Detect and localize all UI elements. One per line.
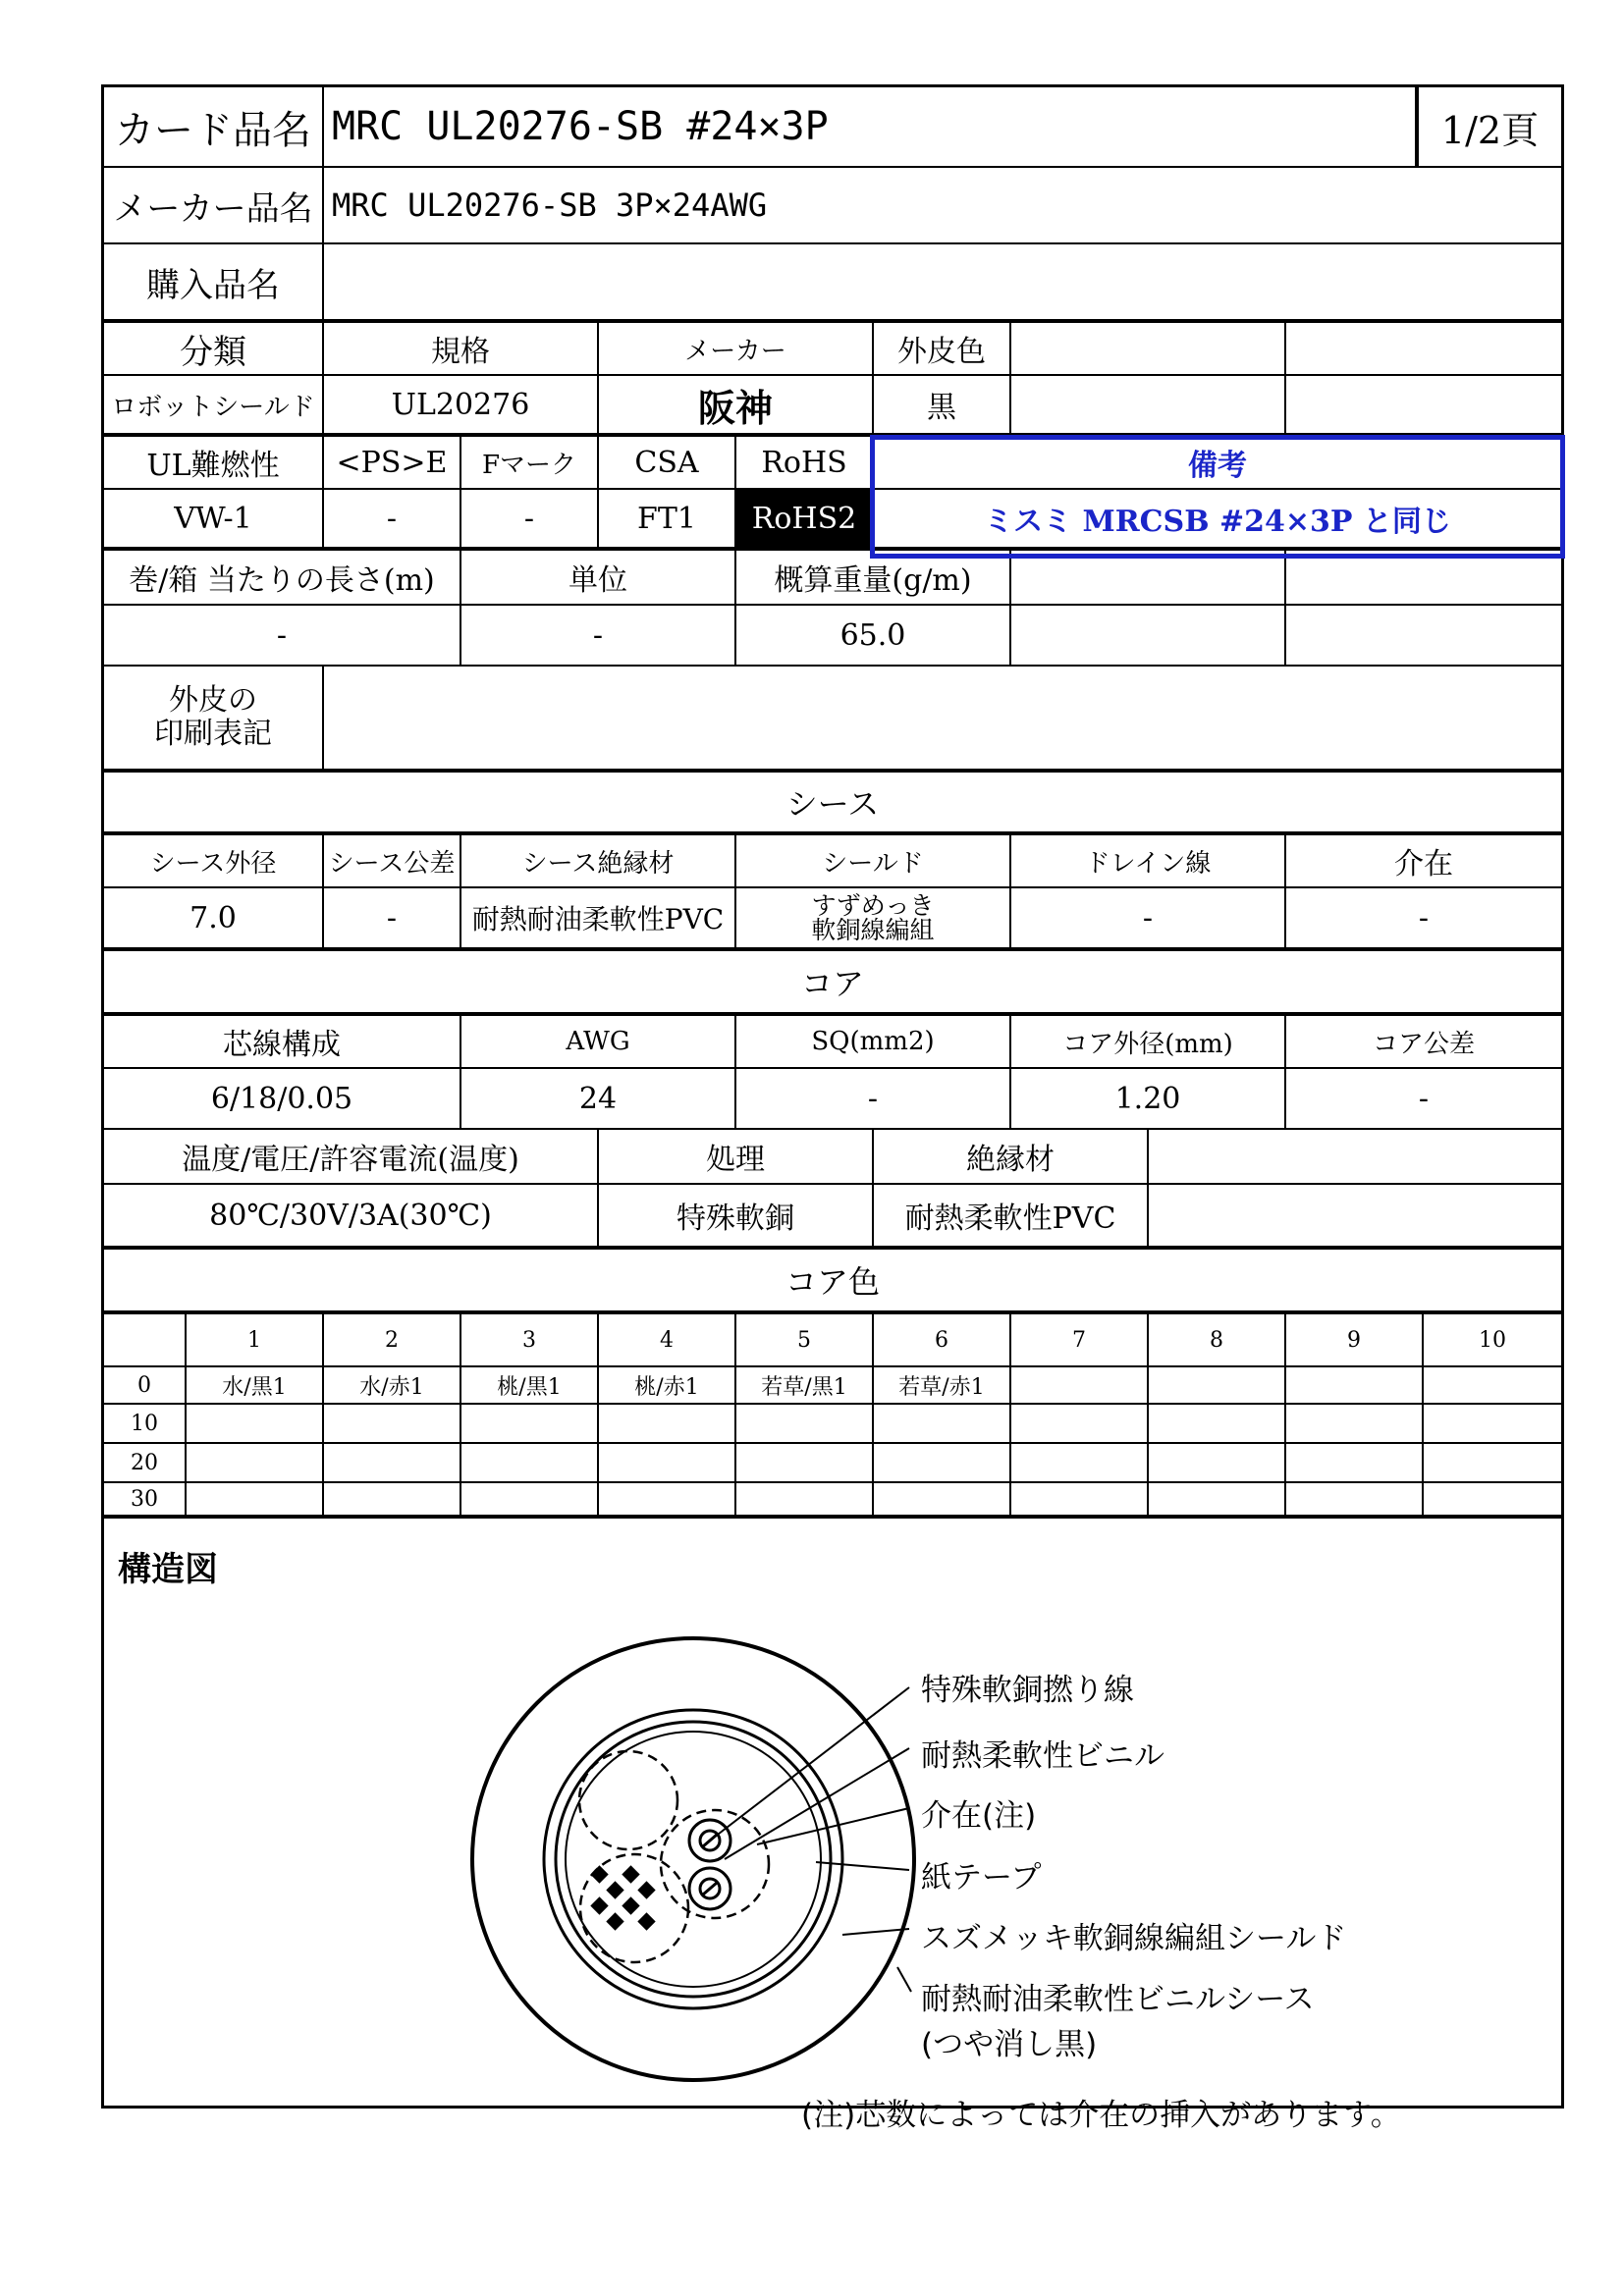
maker-value: 阪神 (599, 376, 874, 433)
structure-title: 構造図 (118, 1550, 218, 1589)
shield-value (736, 888, 1011, 947)
print-row (104, 667, 1561, 773)
checker-square (622, 1865, 639, 1883)
label-filler: 介在(注) (921, 1798, 1037, 1834)
color-cell (1011, 1483, 1149, 1515)
color-cell (1149, 1405, 1286, 1442)
awg-header: AWG (461, 1016, 736, 1067)
color-cell (1424, 1444, 1561, 1481)
checker-square (606, 1912, 623, 1930)
color-col-header: 5 (736, 1314, 874, 1365)
sq-value: - (736, 1069, 1011, 1128)
insulation-header: 絶縁材 (874, 1130, 1149, 1183)
color-cell (187, 1483, 324, 1515)
core-tol-value: - (1418, 1081, 1430, 1116)
blank-cell (1286, 606, 1561, 665)
ul-flame-value: VW-1 (104, 490, 324, 547)
color-cell (461, 1405, 599, 1442)
color-col-header: 7 (1011, 1314, 1149, 1365)
checker-square (590, 1896, 608, 1914)
color-cell (1424, 1367, 1561, 1403)
checker-square (637, 1912, 655, 1930)
card-name-label: カード品名 (104, 87, 324, 166)
rohs-value: RoHS2 (736, 490, 874, 547)
color-title: コア色 (785, 1263, 880, 1301)
sheath-od-value: 7.0 (104, 888, 324, 947)
core-title-row (104, 951, 1561, 1016)
drain-header: ドレイン線 (1011, 835, 1286, 886)
blank-cell (1286, 376, 1561, 433)
cert-value-row (104, 490, 1561, 551)
color-title-row (104, 1250, 1561, 1314)
weight-value: 65.0 (736, 606, 1011, 665)
blank-cell (1286, 551, 1561, 604)
awg-value: 24 (461, 1069, 736, 1128)
color-cell (599, 1405, 736, 1442)
color-row (104, 1367, 1561, 1405)
maker-part: MRC UL20276-SB 3P×24AWG (332, 187, 768, 224)
length-value-row (104, 606, 1561, 667)
weight-label: 概算重量(g/m) (736, 551, 1011, 604)
checker-square (637, 1881, 655, 1898)
color-cell (599, 1444, 736, 1481)
unit-value: - (461, 606, 736, 665)
class-value-row (104, 376, 1561, 437)
print-label-line-1: 外皮の (169, 682, 257, 718)
core-od-header: コア外径(mm) (1011, 1016, 1286, 1067)
csa-header: CSA (599, 437, 736, 488)
shield-value-line-1: すずめっき (811, 891, 935, 920)
purchase-row (104, 244, 1561, 323)
leader-line (725, 1748, 909, 1859)
leader-line (897, 1967, 911, 1992)
color-cell (1286, 1483, 1424, 1515)
maker-part-row (104, 168, 1561, 244)
color-cell (874, 1483, 1011, 1515)
color-cell (1011, 1367, 1149, 1403)
f-mark-header: Fマーク (461, 437, 599, 488)
tape-ring-inner (566, 1732, 821, 1987)
class-header: 分類 (104, 323, 324, 374)
strand-header: 芯線構成 (104, 1016, 461, 1067)
color-cell: 水/赤1 (324, 1367, 461, 1403)
color-col-header: 6 (874, 1314, 1011, 1365)
unit-label: 単位 (461, 551, 736, 604)
color-cell (1149, 1444, 1286, 1481)
maker-part-label: メーカー品名 (104, 168, 324, 242)
color-value: 黒 (874, 376, 1011, 433)
standard-value: UL20276 (324, 376, 599, 433)
color-cell (324, 1405, 461, 1442)
sheath-ring (472, 1638, 914, 2080)
color-cell (1286, 1367, 1424, 1403)
page-number: 1/2頁 (1417, 87, 1561, 166)
length-value: - (104, 606, 461, 665)
pse-value: - (324, 490, 461, 547)
label-insulation: 耐熱柔軟性ビニル (921, 1738, 1164, 1774)
card-name-row (104, 87, 1561, 168)
csa-value: FT1 (599, 490, 736, 547)
filler-value: - (1418, 900, 1430, 935)
color-cell (736, 1483, 874, 1515)
blank-cell (1286, 323, 1561, 374)
twisted-pair-checker (590, 1865, 655, 1930)
label-shield: スズメッキ軟銅線編組シールド (921, 1921, 1347, 1956)
sheath-od-header: シース外径 (104, 835, 324, 886)
core-title: コア (800, 965, 864, 1002)
f-mark-value: - (461, 490, 599, 547)
color-col-header: 1 (187, 1314, 324, 1365)
color-cell (187, 1444, 324, 1481)
checker-square (606, 1881, 623, 1898)
footnote: (注)芯数によっては介在の挿入があります。 (801, 2098, 1401, 2133)
core-tol-header: コア公差 (1372, 1029, 1475, 1059)
label-sheath: 耐熱耐油柔軟性ビニルシース (921, 1982, 1315, 2017)
color-cell (187, 1405, 324, 1442)
blank-cell (1011, 376, 1286, 433)
print-label-line-2: 印刷表記 (154, 717, 272, 751)
temp-value-row (104, 1185, 1561, 1250)
color-cell (461, 1444, 599, 1481)
treatment-value: 特殊軟銅 (599, 1185, 874, 1246)
leader-line (710, 1687, 909, 1841)
color-cell (324, 1483, 461, 1515)
remark-label: 備考 (1188, 449, 1247, 483)
class-header-row (104, 323, 1561, 376)
ul-flame-header: UL難燃性 (104, 437, 324, 488)
color-cell (1286, 1444, 1424, 1481)
shield-ring (544, 1710, 842, 2008)
color-cell (461, 1483, 599, 1515)
blank-cell (1011, 606, 1286, 665)
label-conductor: 特殊軟銅撚り線 (921, 1673, 1134, 1708)
color-col-header: 10 (1479, 1327, 1506, 1353)
pse-header: <PS>E (324, 437, 461, 488)
label-sheath-note: (つや消し黒) (921, 2027, 1098, 2062)
color-cell (736, 1405, 874, 1442)
color-cell: 桃/黒1 (461, 1367, 599, 1403)
card-name: MRC UL20276-SB #24×3P (324, 87, 1417, 166)
standard-header: 規格 (324, 323, 599, 374)
label-paper-tape: 紙テープ (921, 1860, 1042, 1896)
sheath-header-row (104, 835, 1561, 888)
core-value-row (104, 1069, 1561, 1130)
insulation-value: 耐熱柔軟性PVC (874, 1185, 1149, 1246)
color-cell (736, 1444, 874, 1481)
maker-header: メーカー (599, 323, 874, 374)
temp-value: 80℃/30V/3A(30℃) (104, 1185, 599, 1246)
print-value (324, 667, 1561, 769)
sheath-tol-value: - (324, 888, 461, 947)
color-row-index: 10 (104, 1405, 187, 1442)
color-cell (1424, 1405, 1561, 1442)
sheath-tol-header: シース公差 (324, 835, 461, 886)
color-row (104, 1444, 1561, 1483)
color-header: 外皮色 (874, 323, 1011, 374)
color-row-index: 0 (104, 1367, 187, 1403)
core-header-row (104, 1016, 1561, 1069)
sheath-insulation-value: 耐熱耐油柔軟性PVC (461, 888, 736, 947)
color-cell (1149, 1483, 1286, 1515)
color-row (104, 1405, 1561, 1444)
color-cell (599, 1483, 736, 1515)
sheath-title: シース (785, 785, 880, 823)
drain-value: - (1011, 888, 1286, 947)
print-label (104, 667, 324, 769)
purchase-name (324, 244, 1561, 319)
color-col-header: 9 (1286, 1314, 1424, 1365)
cable-cross-section (104, 1530, 1561, 2108)
checker-square (590, 1865, 608, 1883)
shield-header: シールド (736, 835, 1011, 886)
temp-header: 温度/電圧/許容電流(温度) (104, 1130, 599, 1183)
sheath-title-row (104, 773, 1561, 835)
color-row (104, 1483, 1561, 1519)
cert-header-row (104, 437, 1561, 490)
shield-value-line-2: 軟銅線編組 (811, 916, 935, 944)
color-col-header-row (104, 1314, 1561, 1367)
length-label: 巻/箱 当たりの長さ(m) (104, 551, 461, 604)
color-cell: 水/黒1 (187, 1367, 324, 1403)
color-cell: 桃/赤1 (599, 1367, 736, 1403)
color-cell (1011, 1444, 1149, 1481)
purchase-name-label: 購入品名 (104, 244, 324, 319)
temp-header-row (104, 1130, 1561, 1185)
color-cell: 若草/赤1 (874, 1367, 1011, 1403)
filler-header: 介在 (1394, 847, 1453, 881)
color-col-header: 4 (599, 1314, 736, 1365)
treatment-header: 処理 (599, 1130, 874, 1183)
core-od-value: 1.20 (1011, 1069, 1286, 1128)
color-cell (874, 1405, 1011, 1442)
color-row-index: 20 (104, 1444, 187, 1481)
remark-value: ミスミ MRCSB #24×3P と同じ (984, 505, 1451, 539)
color-cell (1011, 1405, 1149, 1442)
color-cell (1286, 1405, 1424, 1442)
color-cell: 若草/黒1 (736, 1367, 874, 1403)
sheath-value-row (104, 888, 1561, 951)
class-value: ロボットシールド (104, 376, 324, 433)
color-corner-cell (104, 1314, 187, 1365)
length-header-row (104, 551, 1561, 606)
color-cell (324, 1444, 461, 1481)
blank-cell (1149, 1130, 1561, 1183)
checker-square (622, 1896, 639, 1914)
rohs-header: RoHS (736, 437, 874, 488)
color-row-index: 30 (104, 1483, 187, 1515)
strand-value: 6/18/0.05 (104, 1069, 461, 1128)
sq-header: SQ(mm2) (736, 1016, 1011, 1067)
color-cell (1424, 1483, 1561, 1515)
spec-sheet (101, 84, 1564, 2133)
filler-circle (579, 1751, 677, 1849)
blank-cell (1011, 551, 1286, 604)
color-cell (1149, 1367, 1286, 1403)
blank-cell (1149, 1185, 1561, 1246)
color-col-header: 8 (1149, 1314, 1286, 1365)
color-col-header: 2 (324, 1314, 461, 1365)
blank-cell (1011, 323, 1286, 374)
sheath-insulation-header: シース絶縁材 (461, 835, 736, 886)
color-col-header: 3 (461, 1314, 599, 1365)
color-cell (874, 1444, 1011, 1481)
